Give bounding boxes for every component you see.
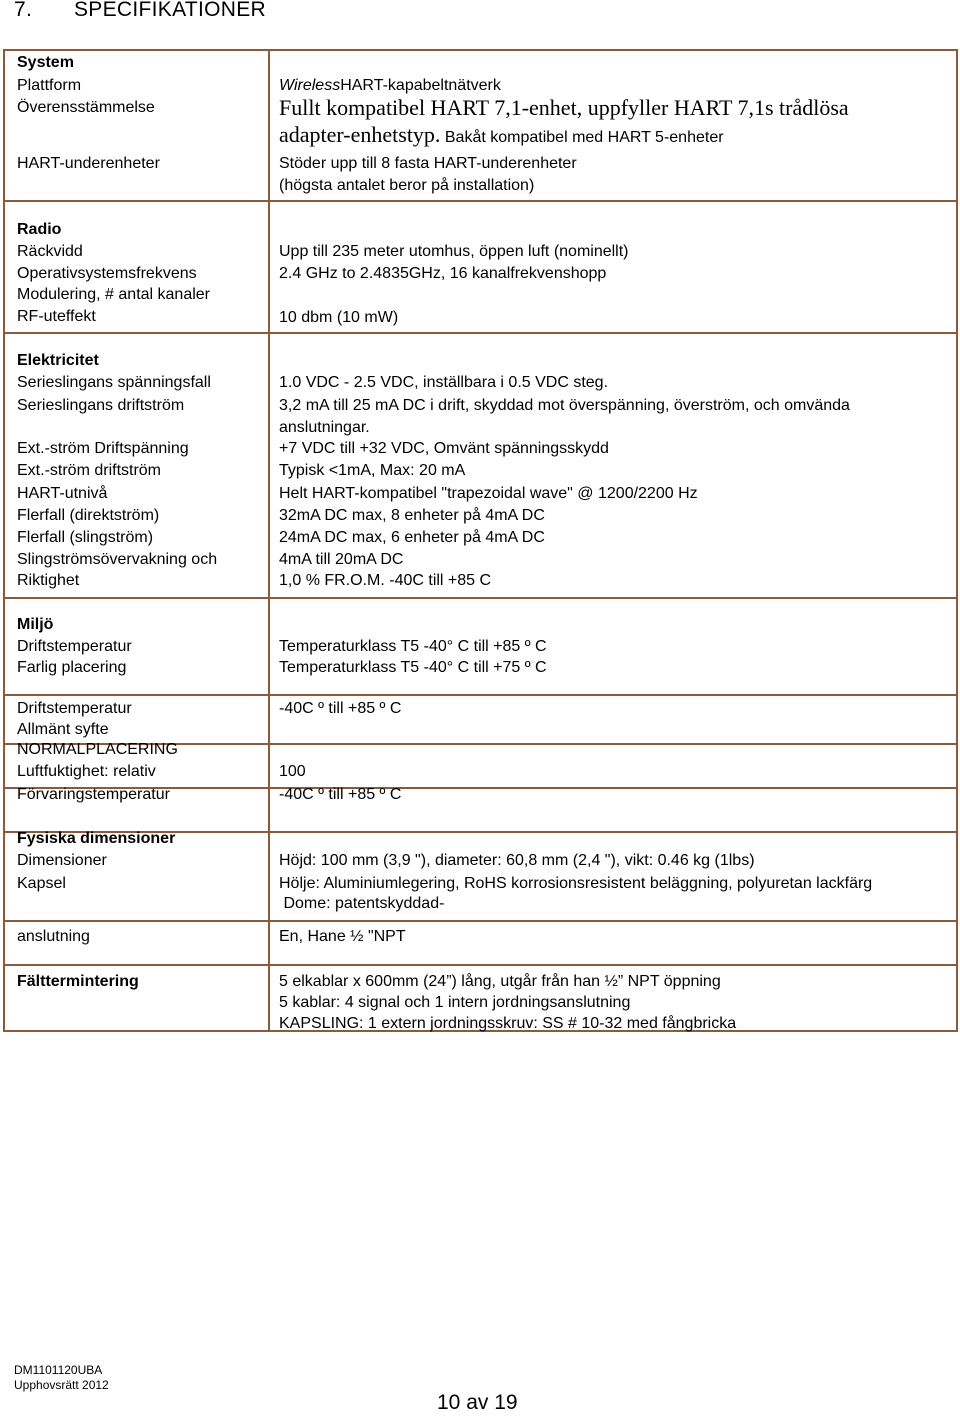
dimensioner-value: Höjd: 100 mm (3,9 "), diameter: 60,8 mm (2,4 "), vikt: 0.46 kg (1lbs) xyxy=(279,852,755,869)
section-heading xyxy=(14,0,266,22)
spanningsfall-value: 1.0 VDC - 2.5 VDC, inställbara i 0.5 VDC steg. xyxy=(279,374,609,391)
ext-spanning-value: +7 VDC till +32 VDC, Omvänt spänningsskydd xyxy=(279,440,609,457)
row-divider xyxy=(5,920,956,922)
underenheter-value-line-1: Stöder upp till 8 fasta HART-underenheter xyxy=(279,155,577,172)
section-title: SPECIFIKATIONER xyxy=(74,0,266,21)
anslutning-label: anslutning xyxy=(17,928,90,945)
specification-table xyxy=(3,49,958,1032)
farlig-value: Temperaturklass T5 -40° C till +75 º C xyxy=(279,659,547,676)
anslutning-value: En, Hane ½ "NPT xyxy=(279,928,406,945)
section-number: 7. xyxy=(14,0,33,21)
plattform-value xyxy=(279,76,501,95)
normal-label: NORMALPLACERING xyxy=(17,741,178,758)
drifttemp2-label: Driftstemperatur xyxy=(17,700,132,717)
falt-title: Fälttermintering xyxy=(17,973,139,990)
riktighet-value: 1,0 % FR.O.M. -40C till +85 C xyxy=(279,572,492,589)
overensstammelse-value-serif: adapter-enhetstyp. xyxy=(279,122,441,147)
allmant-label: Allmänt syfte xyxy=(17,721,109,738)
modulering-label: Modulering, # antal kanaler xyxy=(17,286,211,303)
spanningsfall-label: Serieslingans spänningsfall xyxy=(17,374,211,391)
falt-value-line-1: 5 elkablar x 600mm (24”) lång, utgår från han ½” NPT öppning xyxy=(279,973,721,990)
rf-value: 10 dbm (10 mW) xyxy=(279,309,399,326)
kapsel-value-line-2: Dome: patentskyddad- xyxy=(279,895,445,912)
row-divider xyxy=(5,597,956,599)
footer-doc-id: DM1101120UBA xyxy=(14,1363,103,1377)
underenheter-label: HART-underenheter xyxy=(17,155,160,172)
overensstammelse-value-line-1: Fullt kompatibel HART 7,1-enhet, uppfyller HART 7,1s trådlösa xyxy=(279,95,849,120)
row-divider xyxy=(5,332,956,334)
plattform-value-italic: Wireless xyxy=(279,77,341,94)
flerfall-direkt-label: Flerfall (direktström) xyxy=(17,507,160,524)
system-title: System xyxy=(17,54,74,71)
kapsel-value-line-1: Hölje: Aluminiumlegering, RoHS korrosionsresistent beläggning, polyuretan lackfärg xyxy=(279,875,873,892)
hart-niva-value: Helt HART-kompatibel "trapezoidal wave" @ 1200/2200 Hz xyxy=(279,485,698,502)
overensstammelse-label: Överensstämmelse xyxy=(17,99,155,116)
elektricitet-title: Elektricitet xyxy=(17,352,99,369)
ext-spanning-label: Ext.-ström Driftspänning xyxy=(17,440,189,457)
column-divider xyxy=(268,51,270,1030)
driftstrom-label: Serieslingans driftström xyxy=(17,397,185,414)
flerfall-direkt-value: 32mA DC max, 8 enheter på 4mA DC xyxy=(279,507,545,524)
dimensioner-label: Dimensioner xyxy=(17,852,107,869)
drifttemp-label: Driftstemperatur xyxy=(17,638,132,655)
ext-strom-value: Typisk <1mA, Max: 20 mA xyxy=(279,462,466,479)
driftstrom-value-line-2: anslutningar. xyxy=(279,419,370,436)
drifttemp-value: Temperaturklass T5 -40° C till +85 º C xyxy=(279,638,547,655)
falt-value-line-3: KAPSLING: 1 extern jordningsskruv: SS # 10-32 med fångbricka xyxy=(279,1015,737,1032)
row-divider xyxy=(5,200,956,202)
row-divider xyxy=(5,964,956,966)
page-number: 10 av 19 xyxy=(437,1391,518,1414)
ext-strom-label: Ext.-ström driftström xyxy=(17,462,162,479)
underenheter-value-line-2: (högsta antalet beror på installation) xyxy=(279,177,535,194)
frekvens-label: Operativsystemsfrekvens xyxy=(17,265,197,282)
falt-value-line-2: 5 kablar: 4 signal och 1 intern jordningsanslutning xyxy=(279,994,631,1011)
fukt-label: Luftfuktighet: relativ xyxy=(17,763,156,780)
fukt-value: 100 xyxy=(279,763,306,780)
radio-title: Radio xyxy=(17,221,62,238)
drifttemp2-value: -40C º till +85 º C xyxy=(279,700,402,717)
flerfall-sling-label: Flerfall (slingström) xyxy=(17,529,154,546)
driftstrom-value-line-1: 3,2 mA till 25 mA DC i drift, skyddad mot överspänning, överström, och omvända xyxy=(279,397,850,414)
miljo-title: Miljö xyxy=(17,616,54,633)
plattform-value-rest: HART-kapabeltnätverk xyxy=(340,77,501,94)
rackvidd-label: Räckvidd xyxy=(17,243,83,260)
forvaring-label: Förvaringstemperatur xyxy=(17,786,170,803)
plattform-label: Plattform xyxy=(17,77,82,94)
forvaring-value: -40C º till +85 º C xyxy=(279,786,402,803)
overvakning-label: Slingströmsövervakning och xyxy=(17,551,218,568)
farlig-label: Farlig placering xyxy=(17,659,127,676)
rf-label: RF-uteffekt xyxy=(17,308,96,325)
overensstammelse-value-line-2 xyxy=(279,123,724,147)
overensstammelse-value-sans: Bakåt kompatibel med HART 5-enheter xyxy=(440,129,724,146)
footer-copyright: Upphovsrätt 2012 xyxy=(14,1378,109,1392)
riktighet-label: Riktighet xyxy=(17,572,80,589)
flerfall-sling-value: 24mA DC max, 6 enheter på 4mA DC xyxy=(279,529,545,546)
overvakning-value: 4mA till 20mA DC xyxy=(279,551,404,568)
hart-niva-label: HART-utnivå xyxy=(17,485,108,502)
kapsel-label: Kapsel xyxy=(17,875,66,892)
fysiska-title: Fysiska dimensioner xyxy=(17,830,176,847)
row-divider xyxy=(5,694,956,696)
rackvidd-value: Upp till 235 meter utomhus, öppen luft (nominellt) xyxy=(279,243,629,260)
frekvens-value: 2.4 GHz to 2.4835GHz, 16 kanalfrekvenshopp xyxy=(279,265,607,282)
